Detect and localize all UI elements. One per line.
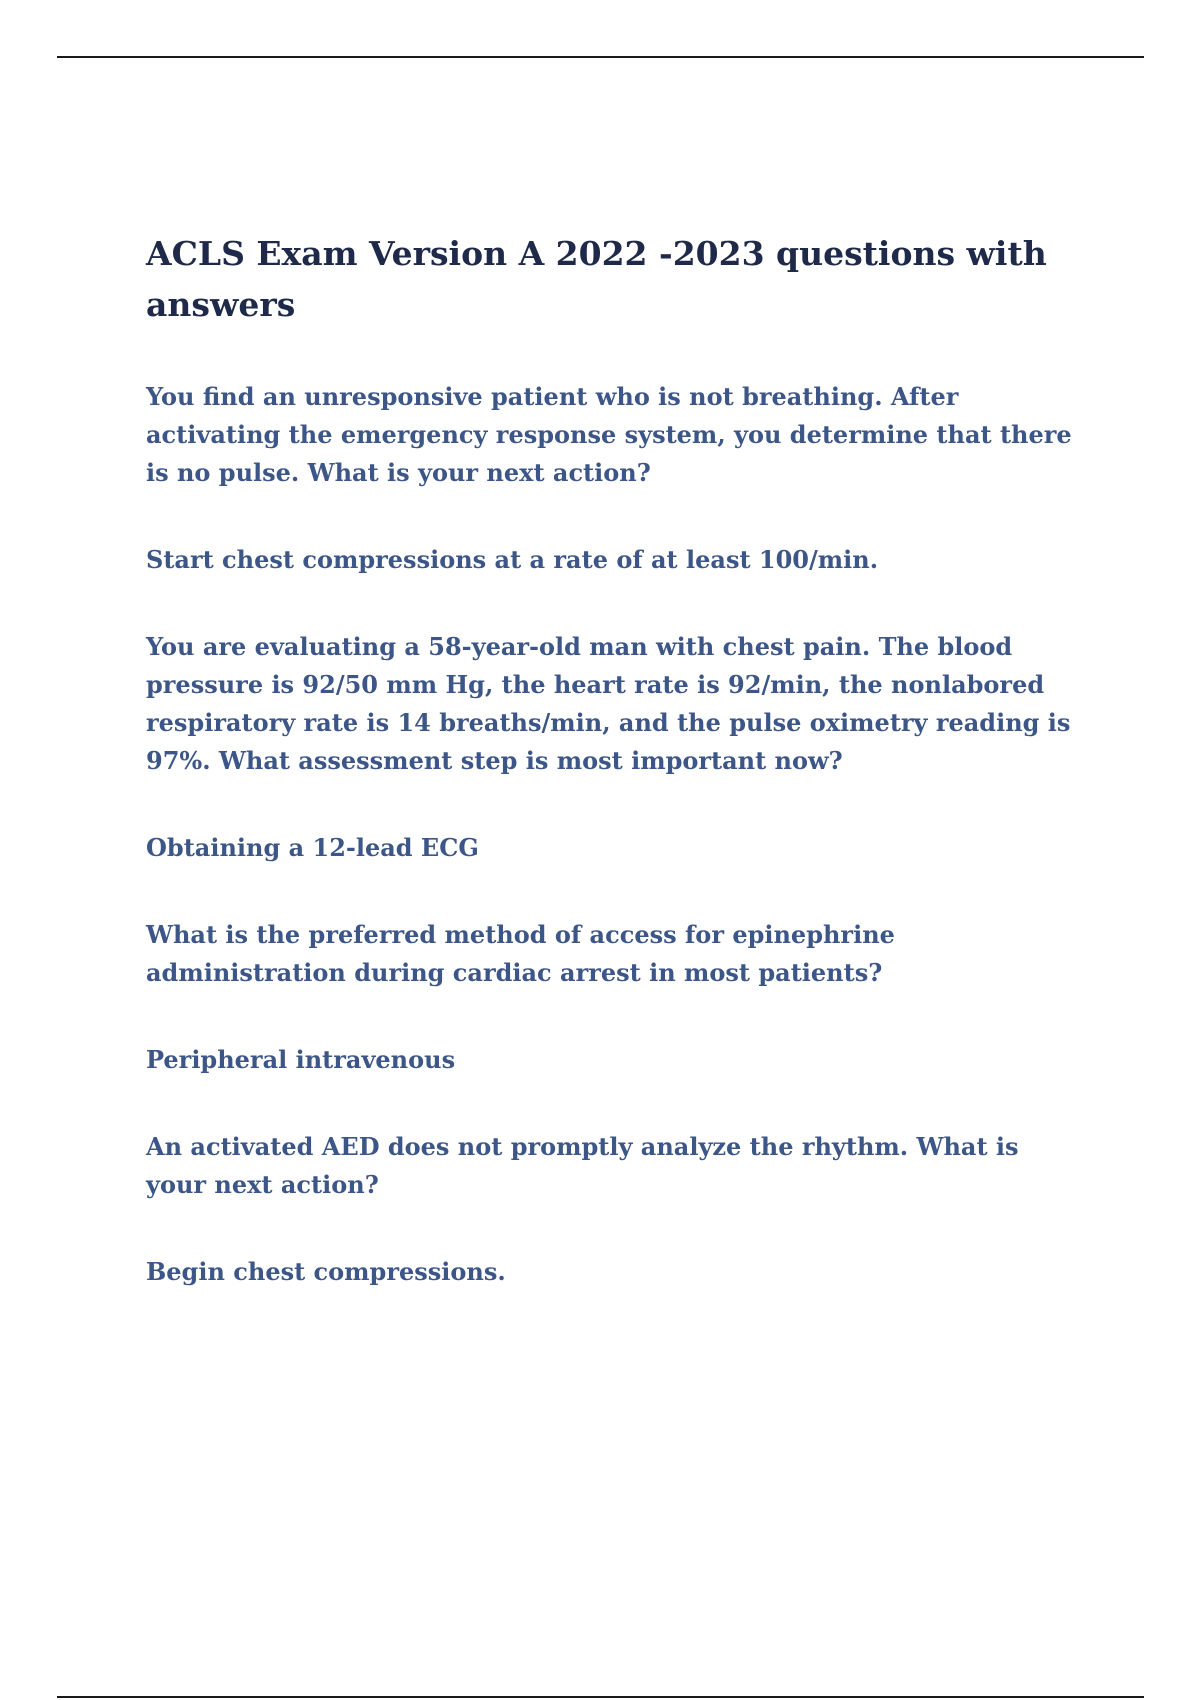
top-rule: [57, 56, 1144, 58]
bottom-rule: [57, 1696, 1144, 1698]
question-1: You find an unresponsive patient who is not breathing. After activating the emergency response system, you determine that there is no pulse. What is your next action?: [146, 382, 1072, 487]
document-body: [146, 228, 1086, 1291]
answer-4: Begin chest compressions.: [146, 1257, 506, 1286]
qa-list: [146, 378, 1086, 1291]
question-2: You are evaluating a 58-year-old man with chest pain. The blood pressure is 92/50 mm Hg, the heart rate is 92/min, the nonlabored respiratory rate is 14 breaths/min, and the pulse oximetry reading is 97%. What assessment step is most important now?: [146, 632, 1071, 775]
answer-3: Peripheral intravenous: [146, 1045, 456, 1074]
document-title: ACLS Exam Version A 2022 -2023 questions with answers: [146, 234, 1047, 324]
answer-2: Obtaining a 12-lead ECG: [146, 833, 479, 862]
question-4: An activated AED does not promptly analyze the rhythm. What is your next action?: [146, 1132, 1019, 1199]
question-3: What is the preferred method of access for epinephrine administration during cardiac arrest in most patients?: [146, 920, 895, 987]
answer-1: Start chest compressions at a rate of at least 100/min.: [146, 545, 879, 574]
